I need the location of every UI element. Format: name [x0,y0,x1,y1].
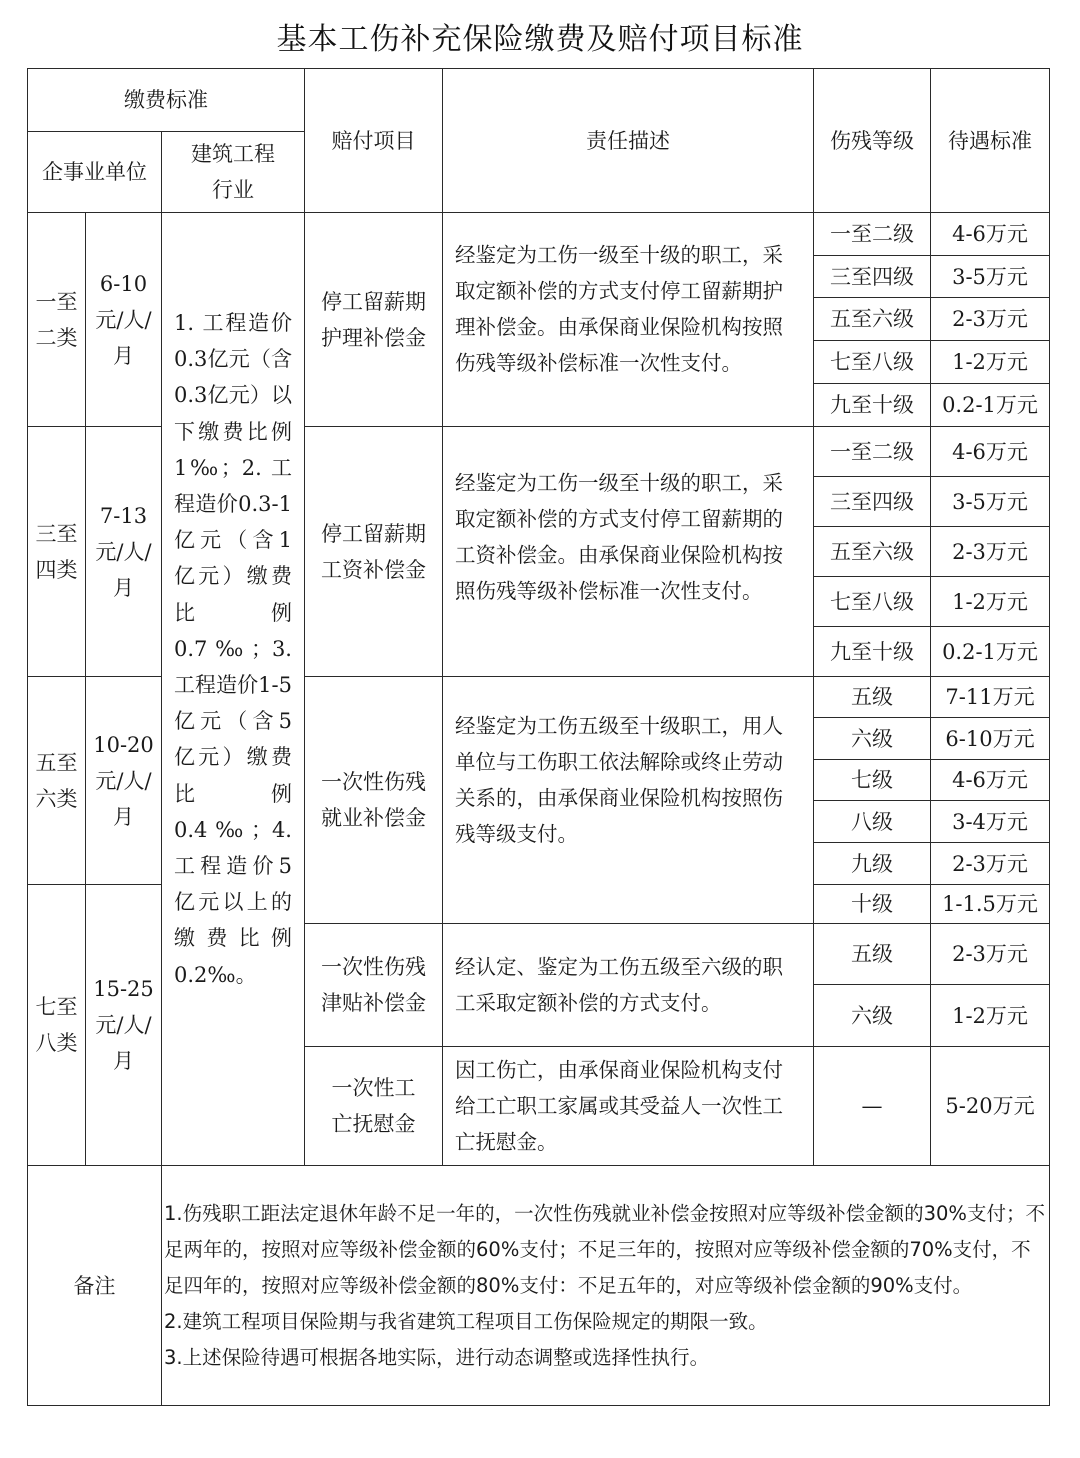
amount-cell [930,255,1050,298]
level-label: 九至十级 [830,639,914,664]
amount-value: 0.2-1万元 [942,393,1038,417]
amount-cell [930,984,1050,1047]
level-label: 六级 [851,726,893,751]
level-label: 一至二级 [830,439,914,464]
amount-value: 7-11万元 [945,685,1035,709]
liability-description-text: 因工伤亡，由承保商业保险机构支付给工亡职工家属或其受益人一次性工亡抚慰金。 [455,1058,783,1154]
level-cell [813,383,931,427]
fee-value: 6-10元/人/月 [95,271,152,368]
claim-item-cell [304,212,443,427]
amount-value: 1-2万元 [952,589,1028,614]
level-cell [813,676,931,718]
page-title: 基本工伤补充保险缴费及赔付项目标准 [276,22,804,57]
category-label: 七至八类 [35,995,78,1055]
level-cell [813,759,931,801]
amount-cell [930,884,1050,924]
level-cell [813,297,931,341]
level-cell [813,1046,931,1166]
amount-value: 1-2万元 [952,350,1028,374]
note-item: 1.伤残职工距法定退休年龄不足一年的，一次性伤残就业补偿金按照对应等级补偿金额的30%支付；不足两年的，按照对应等级补偿金额的60%支付；不足三年的，按照对应等级补偿金额的70%支付，不足四年的，按照对应等级补偿金额的80%支付：不足五年的，对应等级补偿金额的90%支付。 [164,1201,1045,1297]
header-fee-standard-label: 缴费标准 [124,88,208,112]
level-cell [813,923,931,985]
header-construction-label: 建筑工程行业 [191,142,275,202]
category-label: 三至四类 [35,521,78,582]
amount-cell [930,759,1050,801]
liability-description [442,426,814,677]
level-cell [813,717,931,760]
level-cell [813,576,931,627]
amount-cell [930,526,1050,577]
notes-label-cell [27,1165,162,1406]
level-label: 三至四级 [830,489,914,514]
header-liability [442,68,814,213]
claim-item-cell [304,676,443,924]
note-item: 2.建筑工程项目保险期与我省建筑工程项目工伤保险规定的期限一致。 [164,1309,768,1333]
amount-cell [930,923,1050,985]
level-cell [813,340,931,384]
liability-description [442,923,814,1047]
level-label: 三至四级 [830,264,914,289]
level-label: 五级 [851,942,893,966]
level-label: 五级 [851,685,893,709]
claim-item-cell [304,923,443,1047]
note-item: 3.上述保险待遇可根据各地实际，进行动态调整或选择性执行。 [164,1345,710,1369]
liability-description [442,676,814,924]
level-cell [813,476,931,527]
notes-label: 备注 [73,1273,116,1298]
amount-cell [930,340,1050,384]
liability-description [442,1046,814,1166]
fee-value: 7-13元/人/月 [95,503,152,600]
amount-value: 4-6万元 [952,768,1028,792]
amount-cell [930,626,1050,677]
header-claim-item [304,68,443,213]
amount-cell [930,426,1050,477]
claim-item-label: 停工留薪期工资补偿金 [321,521,426,582]
amount-cell [930,297,1050,341]
fee-cell [85,676,162,885]
claim-item-label: 一次性伤残津贴补偿金 [321,955,426,1015]
level-cell [813,212,931,256]
amount-cell [930,383,1050,427]
level-label: 七至八级 [830,350,914,374]
fee-cell [85,212,162,427]
amount-cell [930,576,1050,627]
amount-value: 3-5万元 [952,264,1028,289]
level-cell [813,526,931,577]
header-claim-item-label: 赔付项目 [331,128,416,153]
header-fee-standard [27,68,305,132]
level-label: 七级 [851,768,893,792]
amount-value: 4-6万元 [952,222,1028,246]
level-label: 五至六级 [830,539,914,564]
category-cell [27,212,86,427]
level-label: 一至二级 [830,222,914,246]
level-label: 六级 [851,1003,893,1028]
fee-value: 10-20元/人/月 [93,732,154,829]
level-cell [813,426,931,477]
amount-value: 1-1.5万元 [942,892,1038,916]
fee-value: 15-25元/人/月 [93,977,154,1073]
level-label: 八级 [851,809,893,834]
level-label: 九至十级 [830,393,914,417]
level-cell [813,255,931,298]
construction-rates-text: 1. 工程造价0.3亿元（含0.3亿元）以下缴费比例1‰；2. 工程造价0.3-1亿元（含1亿元）缴费比例0.7‰；3. 工程造价1-5亿元（含5亿元）缴费比例0.4‰；4. 工程造价5亿元以上的缴费比例0.2‰。 [174,311,292,987]
amount-value: 0.2-1万元 [942,639,1038,664]
claim-item-label: 停工留薪期护理补偿金 [321,289,426,350]
amount-value: 2-3万元 [952,851,1028,876]
fee-cell [85,426,162,677]
category-label: 一至二类 [35,289,78,350]
liability-description [442,212,814,427]
liability-description-text: 经鉴定为工伤一级至十级的职工，采取定额补偿的方式支付停工留薪期护理补偿金。由承保商业保险机构按照伤残等级补偿标准一次性支付。 [455,242,783,375]
level-label: — [861,1094,883,1118]
header-enterprise [27,131,162,213]
amount-cell [930,676,1050,718]
amount-cell [930,800,1050,843]
header-benefit-standard [930,68,1050,213]
category-label: 五至六类 [35,750,78,811]
construction-rates-cell [161,212,305,1166]
amount-value: 1-2万元 [952,1003,1028,1028]
liability-description-text: 经鉴定为工伤一级至十级的职工，采取定额补偿的方式支付停工留薪期的工资补偿金。由承保商业保险机构按照伤残等级补偿标准一次性支付。 [455,470,783,603]
claim-item-label: 一次性伤残就业补偿金 [321,770,426,830]
level-cell [813,884,931,924]
amount-value: 2-3万元 [952,539,1028,564]
level-label: 五至六级 [830,307,914,331]
category-cell [27,676,86,885]
liability-description-text: 经鉴定为工伤五级至十级职工，用人单位与工伤职工依法解除或终止劳动关系的，由承保商业保险机构按照伤残等级支付。 [455,714,783,846]
amount-value: 2-3万元 [952,942,1028,966]
level-label: 九级 [851,851,893,876]
amount-value: 2-3万元 [952,307,1028,331]
level-label: 七至八级 [830,589,914,614]
header-enterprise-label: 企事业单位 [42,160,147,184]
claim-item-cell [304,1046,443,1166]
notes-content [161,1165,1050,1406]
amount-value: 4-6万元 [952,439,1028,464]
category-cell [27,426,86,677]
level-cell [813,800,931,843]
header-construction [161,131,305,213]
category-cell [27,884,86,1166]
level-cell [813,842,931,885]
amount-cell [930,212,1050,256]
amount-value: 3-5万元 [952,489,1028,514]
level-cell [813,626,931,677]
amount-value: 5-20万元 [945,1094,1035,1118]
amount-cell [930,717,1050,760]
claim-item-cell [304,426,443,677]
header-disability-level-label: 伤残等级 [830,128,914,153]
claim-item-label: 一次性工亡抚慰金 [331,1076,416,1136]
amount-cell [930,842,1050,885]
header-disability-level [813,68,931,213]
liability-description-text: 经认定、鉴定为工伤五级至六级的职工采取定额补偿的方式支付。 [455,955,783,1015]
level-label: 十级 [851,892,893,916]
fee-cell [85,884,162,1166]
amount-value: 6-10万元 [945,726,1035,751]
amount-cell [930,476,1050,527]
amount-cell [930,1046,1050,1166]
level-cell [813,984,931,1047]
amount-value: 3-4万元 [952,809,1028,834]
header-liability-label: 责任描述 [586,128,670,153]
header-benefit-standard-label: 待遇标准 [948,128,1032,153]
